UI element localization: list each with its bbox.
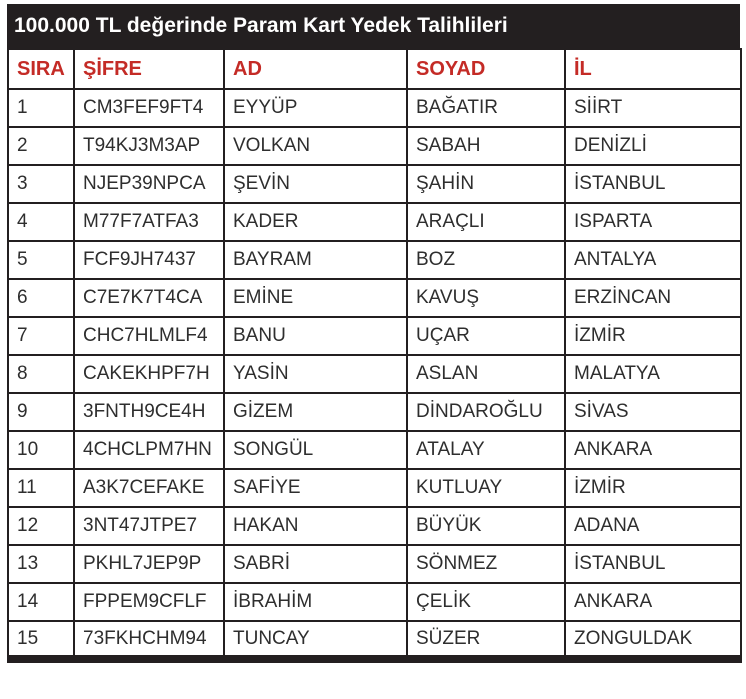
cell-sifre: PKHL7JEP9P xyxy=(74,545,224,583)
cell-sifre: 73FKHCHM94 xyxy=(74,621,224,659)
cell-ad: BAYRAM xyxy=(224,241,407,279)
cell-sira: 13 xyxy=(8,545,74,583)
cell-sifre: CM3FEF9FT4 xyxy=(74,89,224,127)
winners-sheet xyxy=(7,4,740,663)
cell-sira: 8 xyxy=(8,355,74,393)
cell-il: ISPARTA xyxy=(565,203,741,241)
cell-ad: YASİN xyxy=(224,355,407,393)
cell-sira: 1 xyxy=(8,89,74,127)
cell-sifre: M77F7ATFA3 xyxy=(74,203,224,241)
cell-sira: 4 xyxy=(8,203,74,241)
cell-soyad: DİNDAROĞLU xyxy=(407,393,565,431)
cell-ad: EYYÜP xyxy=(224,89,407,127)
cell-sifre: FCF9JH7437 xyxy=(74,241,224,279)
cell-soyad: BÜYÜK xyxy=(407,507,565,545)
cell-sira: 15 xyxy=(8,621,74,659)
cell-soyad: ATALAY xyxy=(407,431,565,469)
cell-soyad: UÇAR xyxy=(407,317,565,355)
cell-il: ANKARA xyxy=(565,431,741,469)
table-row xyxy=(8,621,741,659)
table-row xyxy=(8,317,741,355)
table-body xyxy=(8,89,741,659)
cell-ad: SABRİ xyxy=(224,545,407,583)
cell-soyad: ASLAN xyxy=(407,355,565,393)
cell-sira: 9 xyxy=(8,393,74,431)
cell-sifre: A3K7CEFAKE xyxy=(74,469,224,507)
cell-il: ADANA xyxy=(565,507,741,545)
cell-sira: 5 xyxy=(8,241,74,279)
cell-il: ANKARA xyxy=(565,583,741,621)
cell-sira: 11 xyxy=(8,469,74,507)
cell-sira: 10 xyxy=(8,431,74,469)
winners-table xyxy=(7,48,742,663)
table-row xyxy=(8,89,741,127)
cell-il: İZMİR xyxy=(565,317,741,355)
table-row xyxy=(8,279,741,317)
column-header-sifre: ŞİFRE xyxy=(74,49,224,89)
cell-il: SİİRT xyxy=(565,89,741,127)
cell-sira: 6 xyxy=(8,279,74,317)
cell-soyad: SÜZER xyxy=(407,621,565,659)
table-row xyxy=(8,165,741,203)
table-row xyxy=(8,545,741,583)
column-header-il: İL xyxy=(565,49,741,89)
cell-sifre: CAKEKHPF7H xyxy=(74,355,224,393)
cell-il: MALATYA xyxy=(565,355,741,393)
table-row xyxy=(8,203,741,241)
cell-soyad: KUTLUAY xyxy=(407,469,565,507)
column-header-sira: SIRA xyxy=(8,49,74,89)
cell-sifre: NJEP39NPCA xyxy=(74,165,224,203)
cell-sira: 12 xyxy=(8,507,74,545)
cell-soyad: SÖNMEZ xyxy=(407,545,565,583)
cell-sifre: 3FNTH9CE4H xyxy=(74,393,224,431)
cell-soyad: KAVUŞ xyxy=(407,279,565,317)
page-title: 100.000 TL değerinde Param Kart Yedek Talihlileri xyxy=(14,14,508,37)
column-header-ad: AD xyxy=(224,49,407,89)
cell-ad: TUNCAY xyxy=(224,621,407,659)
table-row xyxy=(8,507,741,545)
table-row xyxy=(8,583,741,621)
cell-il: DENİZLİ xyxy=(565,127,741,165)
table-row xyxy=(8,241,741,279)
cell-il: SİVAS xyxy=(565,393,741,431)
cell-sifre: 4CHCLPM7HN xyxy=(74,431,224,469)
cell-soyad: ŞAHİN xyxy=(407,165,565,203)
cell-sifre: CHC7HLMLF4 xyxy=(74,317,224,355)
cell-ad: SONGÜL xyxy=(224,431,407,469)
table-row xyxy=(8,355,741,393)
cell-il: İSTANBUL xyxy=(565,545,741,583)
cell-sifre: FPPEM9CFLF xyxy=(74,583,224,621)
cell-ad: SAFİYE xyxy=(224,469,407,507)
cell-soyad: ÇELİK xyxy=(407,583,565,621)
cell-il: ANTALYA xyxy=(565,241,741,279)
cell-soyad: BAĞATIR xyxy=(407,89,565,127)
cell-ad: ŞEVİN xyxy=(224,165,407,203)
table-row xyxy=(8,469,741,507)
column-header-soyad: SOYAD xyxy=(407,49,565,89)
table-row xyxy=(8,431,741,469)
cell-il: İZMİR xyxy=(565,469,741,507)
cell-sira: 2 xyxy=(8,127,74,165)
title-bar xyxy=(7,4,740,48)
cell-il: ZONGULDAK xyxy=(565,621,741,659)
cell-ad: KADER xyxy=(224,203,407,241)
cell-il: İSTANBUL xyxy=(565,165,741,203)
header-row xyxy=(8,49,741,89)
table-row xyxy=(8,127,741,165)
cell-sira: 3 xyxy=(8,165,74,203)
cell-ad: HAKAN xyxy=(224,507,407,545)
cell-sifre: 3NT47JTPE7 xyxy=(74,507,224,545)
cell-ad: GİZEM xyxy=(224,393,407,431)
cell-soyad: SABAH xyxy=(407,127,565,165)
cell-sifre: T94KJ3M3AP xyxy=(74,127,224,165)
table-row xyxy=(8,393,741,431)
cell-soyad: ARAÇLI xyxy=(407,203,565,241)
cell-sira: 7 xyxy=(8,317,74,355)
cell-il: ERZİNCAN xyxy=(565,279,741,317)
cell-ad: EMİNE xyxy=(224,279,407,317)
cell-sira: 14 xyxy=(8,583,74,621)
cell-sifre: C7E7K7T4CA xyxy=(74,279,224,317)
cell-soyad: BOZ xyxy=(407,241,565,279)
cell-ad: BANU xyxy=(224,317,407,355)
cell-ad: İBRAHİM xyxy=(224,583,407,621)
cell-ad: VOLKAN xyxy=(224,127,407,165)
